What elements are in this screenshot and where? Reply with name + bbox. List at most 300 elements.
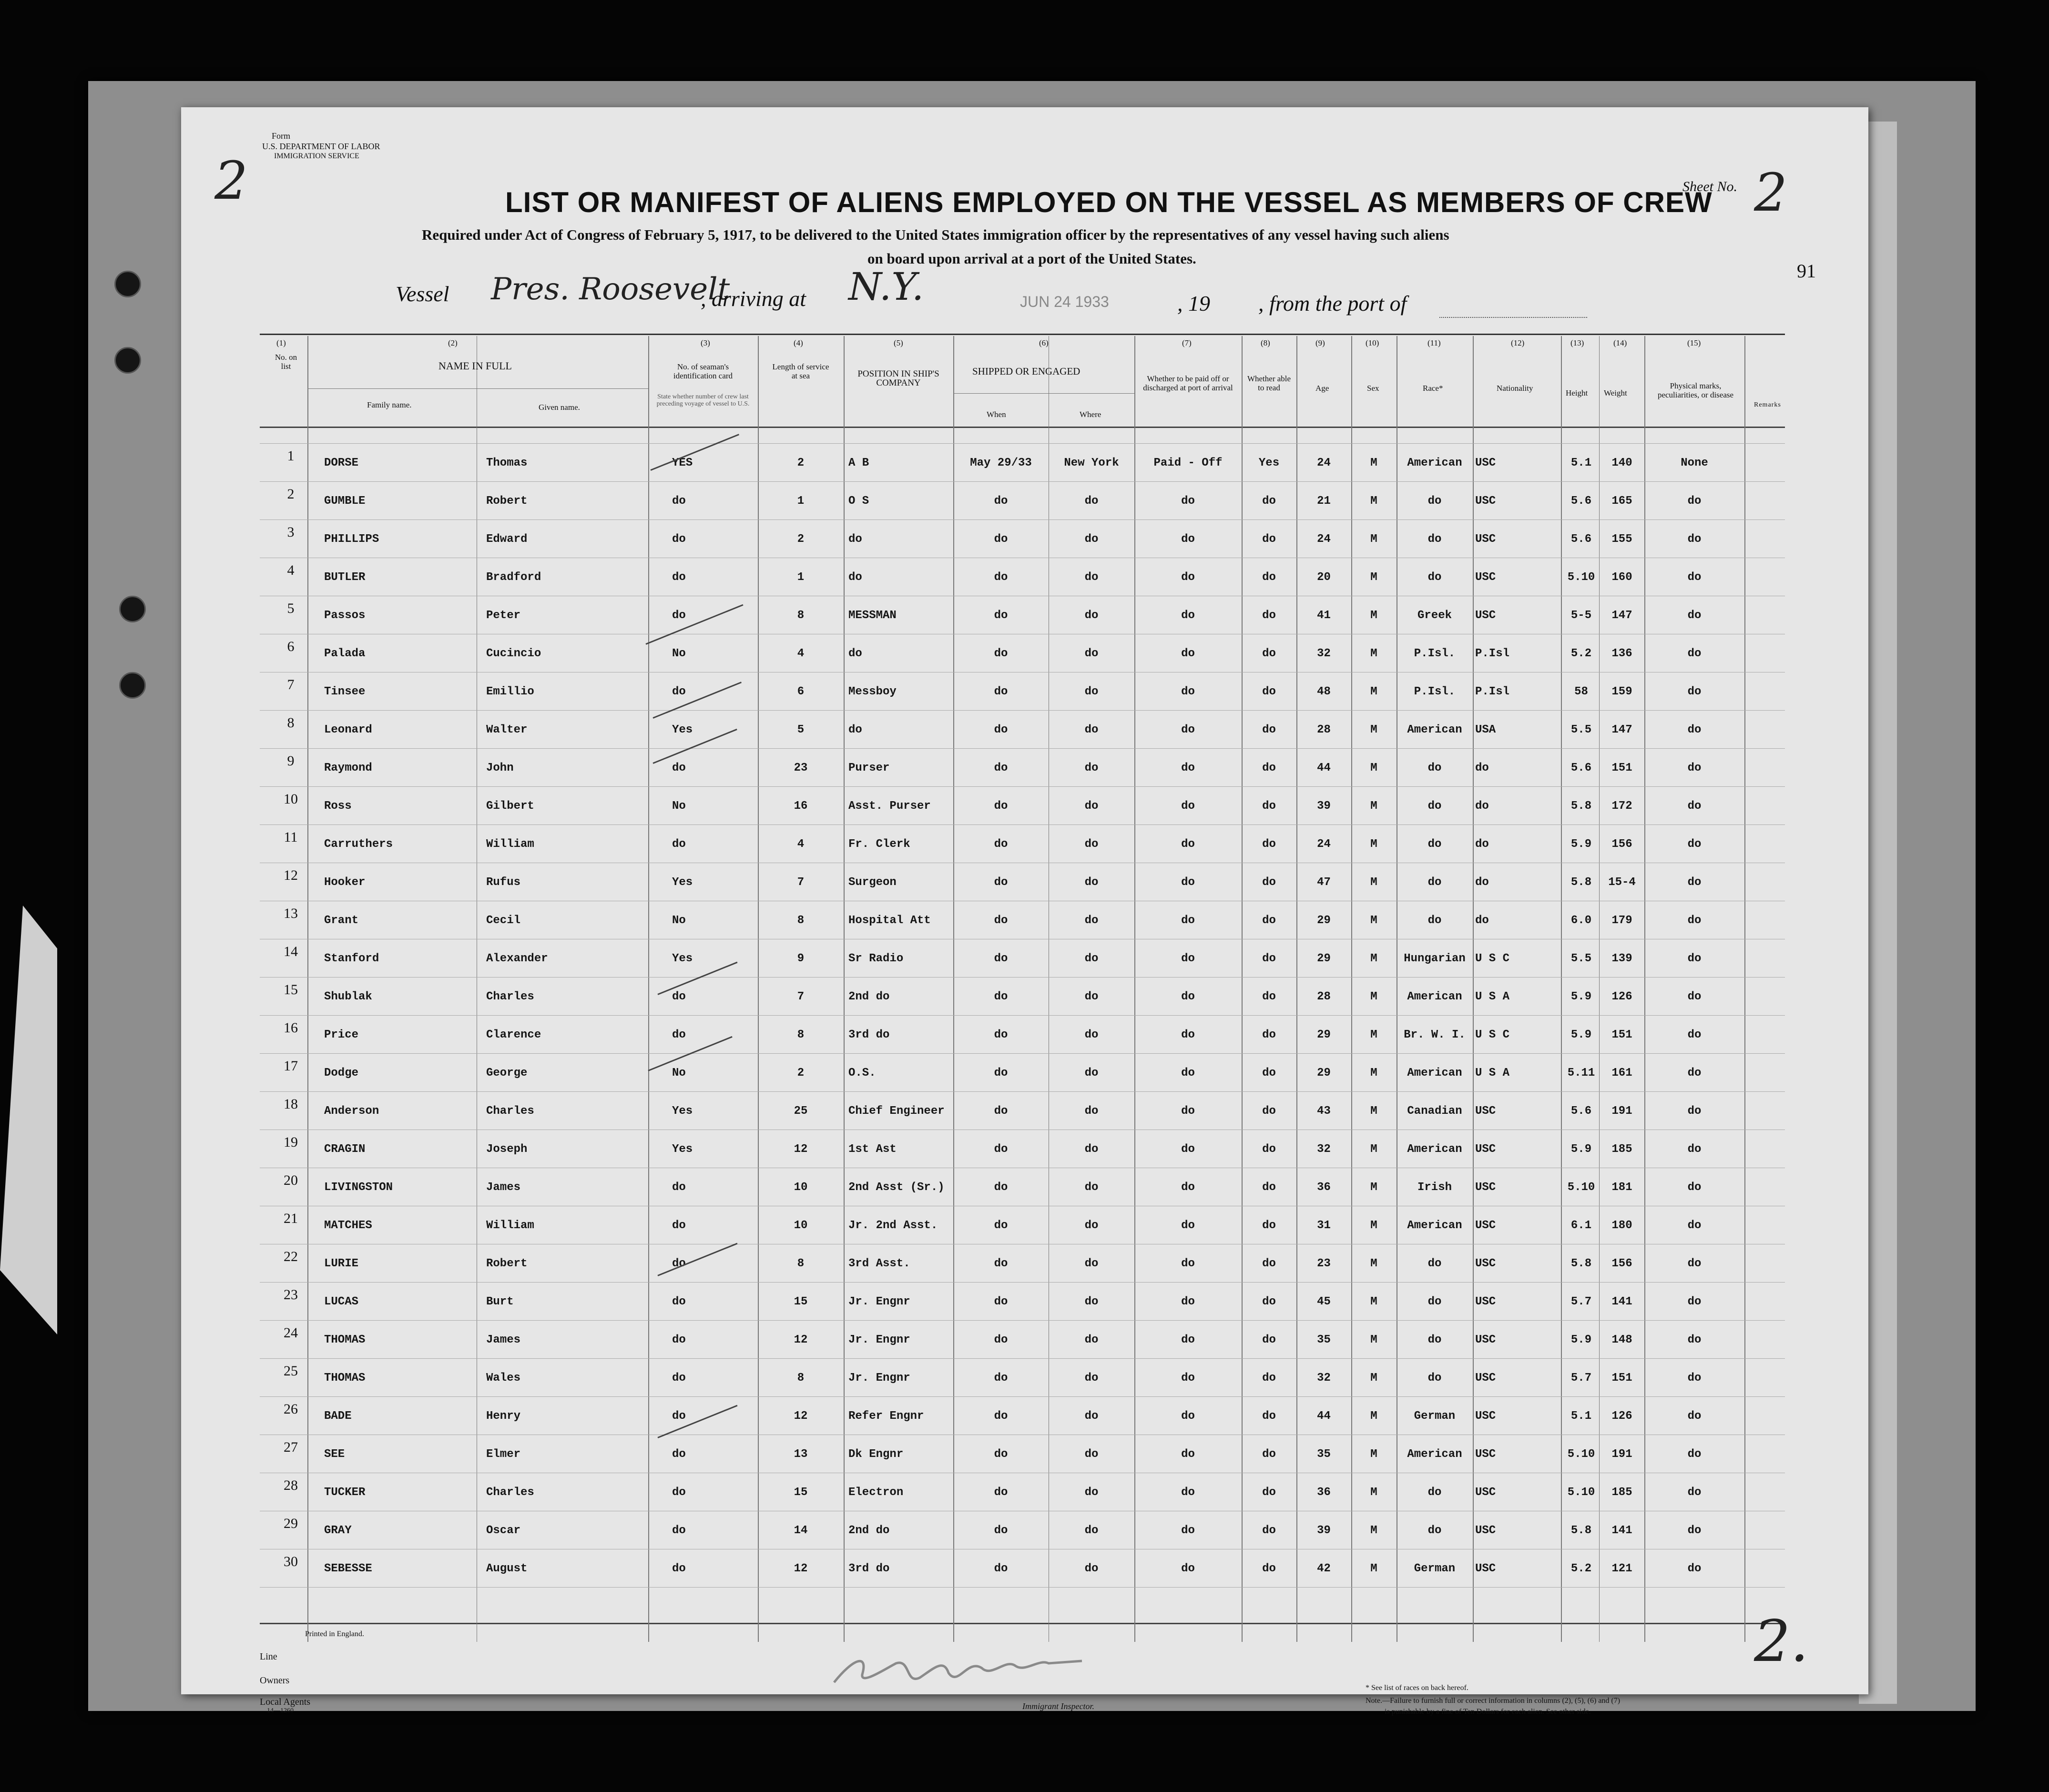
column-number: (8) <box>1261 338 1270 347</box>
shipped-where-cell: do <box>1084 685 1099 698</box>
row-number-cell: 4 <box>287 562 295 578</box>
nationality-cell: USC <box>1475 1257 1496 1270</box>
paid-off-cell: do <box>1181 1219 1195 1232</box>
shipped-when-cell: do <box>994 685 1008 698</box>
race-cell: do <box>1427 1257 1442 1270</box>
length-of-service-cell: 8 <box>797 609 805 622</box>
row-number-cell: 21 <box>284 1211 298 1226</box>
weight-cell: 151 <box>1611 1372 1632 1385</box>
weight-cell: 160 <box>1611 571 1632 584</box>
shipped-when-cell: do <box>994 762 1008 774</box>
length-of-service-cell: 25 <box>794 1105 808 1118</box>
id-card-cell: do <box>672 1448 686 1461</box>
given-name-cell: William <box>486 1219 534 1232</box>
shipped-where-cell: do <box>1084 1219 1099 1232</box>
race-cell: do <box>1427 1486 1442 1499</box>
row-number-cell: 24 <box>284 1325 298 1341</box>
race-cell: American <box>1407 1448 1462 1461</box>
able-to-read-cell: do <box>1262 1067 1276 1079</box>
paid-off-cell: do <box>1181 1105 1195 1118</box>
row-number-cell: 18 <box>284 1096 298 1112</box>
sex-cell: M <box>1370 952 1377 965</box>
sex-cell: M <box>1370 685 1377 698</box>
position-cell: Messboy <box>848 685 897 698</box>
able-to-read-cell: do <box>1262 762 1276 774</box>
nationality-cell: USC <box>1475 457 1496 469</box>
column-number: (14) <box>1613 338 1627 347</box>
row-rule <box>260 1587 1785 1588</box>
length-of-service-cell: 9 <box>797 952 805 965</box>
nationality-cell: USC <box>1475 1334 1496 1346</box>
height-cell: 5.7 <box>1570 1295 1592 1308</box>
race-cell: German <box>1414 1410 1456 1423</box>
age-cell: 48 <box>1317 685 1331 698</box>
table-bottom-border <box>260 1623 1785 1624</box>
row-rule <box>260 1282 1785 1283</box>
printed-in-note: Printed in England. <box>305 1630 364 1638</box>
height-cell: 5.1 <box>1570 1410 1592 1423</box>
position-cell: 3rd Asst. <box>848 1257 910 1270</box>
id-card-cell: Yes <box>672 1143 693 1156</box>
physical-marks-cell: do <box>1687 1372 1702 1385</box>
race-cell: Greek <box>1417 609 1452 622</box>
race-cell: American <box>1407 990 1462 1003</box>
shipped-when-cell: do <box>994 1181 1008 1194</box>
age-cell: 36 <box>1317 1486 1331 1499</box>
able-to-read-cell: do <box>1262 1486 1276 1499</box>
column-number: (7) <box>1182 338 1192 347</box>
column-number: (3) <box>701 338 710 347</box>
column-number: (11) <box>1427 338 1441 347</box>
row-number-cell: 26 <box>284 1401 298 1417</box>
race-cell: do <box>1427 533 1442 546</box>
row-number-cell: 20 <box>284 1172 298 1188</box>
nationality-cell: USC <box>1475 1562 1496 1575</box>
race-cell: do <box>1427 762 1442 774</box>
manifest-subtitle-1: Required under Act of Congress of February 5, 1917, to be delivered to the United States immigration officer by the representatives of any vessel having such aliens <box>422 226 1449 243</box>
length-of-service-cell: 15 <box>794 1295 808 1308</box>
family-name-cell: PHILLIPS <box>324 533 379 546</box>
weight-cell: 180 <box>1611 1219 1632 1232</box>
able-to-read-cell: do <box>1262 838 1276 851</box>
shipped-where-cell: do <box>1084 762 1099 774</box>
paid-off-cell: do <box>1181 914 1195 927</box>
race-cell: do <box>1427 495 1442 508</box>
shipped-when-cell: do <box>994 609 1008 622</box>
position-cell: 3rd do <box>848 1028 890 1041</box>
race-cell: do <box>1427 876 1442 889</box>
row-number-cell: 13 <box>284 906 298 921</box>
paid-off-cell: do <box>1181 571 1195 584</box>
id-card-cell: do <box>672 838 686 851</box>
given-name-cell: William <box>486 838 534 851</box>
header-where: Where <box>1080 410 1101 419</box>
height-cell: 5.9 <box>1570 990 1592 1003</box>
race-cell: do <box>1427 1295 1442 1308</box>
shipped-where-cell: do <box>1084 1524 1099 1537</box>
length-of-service-cell: 16 <box>794 800 808 813</box>
shipped-where-cell: do <box>1084 533 1099 546</box>
position-cell: A B <box>848 457 869 469</box>
able-to-read-cell: do <box>1262 914 1276 927</box>
height-cell: 5.6 <box>1570 495 1592 508</box>
height-cell: 5.8 <box>1570 1524 1592 1537</box>
header-sex: Sex <box>1367 384 1379 393</box>
line-label: Line <box>260 1651 277 1662</box>
able-to-read-cell: do <box>1262 1448 1276 1461</box>
shipped-where-cell: do <box>1084 1028 1099 1041</box>
paid-off-cell: do <box>1181 609 1195 622</box>
row-number-cell: 28 <box>284 1477 298 1493</box>
given-name-cell: Henry <box>486 1410 521 1423</box>
row-number-cell: 19 <box>284 1134 298 1150</box>
id-card-cell: No <box>672 800 686 813</box>
able-to-read-cell: do <box>1262 1143 1276 1156</box>
weight-cell: 140 <box>1611 457 1632 469</box>
shipped-when-cell: do <box>994 723 1008 736</box>
weight-cell: 165 <box>1611 495 1632 508</box>
given-name-cell: Charles <box>486 1105 534 1118</box>
family-name-cell: LUCAS <box>324 1295 359 1308</box>
physical-marks-cell: do <box>1687 1181 1702 1194</box>
date-stamp: JUN 24 1933 <box>1020 293 1109 310</box>
paid-off-cell: do <box>1181 838 1195 851</box>
column-number: (6) <box>1039 338 1049 347</box>
physical-marks-cell: do <box>1687 838 1702 851</box>
nationality-cell: USC <box>1475 609 1496 622</box>
weight-cell: 121 <box>1611 1562 1632 1575</box>
given-name-cell: James <box>486 1181 521 1194</box>
position-cell: Refer Engnr <box>848 1410 924 1423</box>
length-of-service-cell: 4 <box>797 647 805 660</box>
given-name-cell: Gilbert <box>486 800 534 813</box>
paid-off-cell: do <box>1181 952 1195 965</box>
form-number: Form <box>272 131 291 141</box>
family-name-cell: DORSE <box>324 457 359 469</box>
id-card-cell: do <box>672 533 686 546</box>
race-cell: do <box>1427 1372 1442 1385</box>
weight-cell: 156 <box>1611 1257 1632 1270</box>
given-name-cell: Clarence <box>486 1028 541 1041</box>
shipped-when-cell: do <box>994 533 1008 546</box>
sex-cell: M <box>1370 723 1377 736</box>
race-cell: P.Isl. <box>1414 685 1456 698</box>
bottom-handwritten-mark: 2. <box>1754 1609 1809 1675</box>
id-card-cell: do <box>672 762 686 774</box>
given-name-cell: Walter <box>486 723 528 736</box>
sex-cell: M <box>1370 1105 1377 1118</box>
length-of-service-cell: 15 <box>794 1486 808 1499</box>
paid-off-cell: do <box>1181 1028 1195 1041</box>
given-name-cell: Robert <box>486 495 528 508</box>
length-of-service-cell: 10 <box>794 1219 808 1232</box>
physical-marks-cell: do <box>1687 533 1702 546</box>
position-cell: MESSMAN <box>848 609 897 622</box>
age-cell: 29 <box>1317 914 1331 927</box>
nationality-cell: P.Isl <box>1475 685 1510 698</box>
age-cell: 41 <box>1317 609 1331 622</box>
position-cell: Chief Engineer <box>848 1105 945 1118</box>
sex-cell: M <box>1370 762 1377 774</box>
position-cell: O.S. <box>848 1067 876 1079</box>
given-name-cell: Bradford <box>486 571 541 584</box>
physical-marks-cell: None <box>1681 457 1708 469</box>
shipped-where-cell: do <box>1084 1143 1099 1156</box>
physical-marks-cell: do <box>1687 723 1702 736</box>
sex-cell: M <box>1370 1219 1377 1232</box>
shipped-when-cell: do <box>994 1257 1008 1270</box>
sex-cell: M <box>1370 1181 1377 1194</box>
age-cell: 35 <box>1317 1334 1331 1346</box>
sex-cell: M <box>1370 1372 1377 1385</box>
position-cell: Jr. Engnr <box>848 1372 910 1385</box>
id-card-cell: No <box>672 1067 686 1079</box>
family-name-cell: Price <box>324 1028 359 1041</box>
nationality-cell: USC <box>1475 1143 1496 1156</box>
height-cell: 5.8 <box>1570 1257 1592 1270</box>
header-position: POSITION IN SHIP'S COMPANY <box>857 369 939 388</box>
family-name-cell: GUMBLE <box>324 495 366 508</box>
position-cell: O S <box>848 495 869 508</box>
able-to-read-cell: do <box>1262 723 1276 736</box>
shipped-when-cell: do <box>994 495 1008 508</box>
row-number-cell: 10 <box>284 791 298 807</box>
penalty-note-2: is punishable by a fine of Ten Dollars for each alien. See other side. <box>1385 1708 1591 1716</box>
shipped-where-cell: do <box>1084 609 1099 622</box>
weight-cell: 191 <box>1611 1105 1632 1118</box>
given-name-cell: Edward <box>486 533 528 546</box>
id-card-cell: Yes <box>672 1105 693 1118</box>
column-divider <box>758 336 759 1642</box>
able-to-read-cell: do <box>1262 990 1276 1003</box>
position-cell: Jr. 2nd Asst. <box>848 1219 938 1232</box>
given-name-cell: John <box>486 762 514 774</box>
able-to-read-cell: do <box>1262 1219 1276 1232</box>
race-cell: do <box>1427 800 1442 813</box>
age-cell: 32 <box>1317 1372 1331 1385</box>
id-card-cell: do <box>672 1562 686 1575</box>
race-cell: Irish <box>1417 1181 1452 1194</box>
paid-off-cell: do <box>1181 647 1195 660</box>
given-name-cell: Cucincio <box>486 647 541 660</box>
header-remarks: Remarks <box>1754 401 1781 408</box>
shipped-when-cell: do <box>994 800 1008 813</box>
paid-off-cell: do <box>1181 1486 1195 1499</box>
height-cell: 5.10 <box>1567 1181 1595 1194</box>
length-of-service-cell: 7 <box>797 990 805 1003</box>
age-cell: 32 <box>1317 647 1331 660</box>
age-cell: 20 <box>1317 571 1331 584</box>
nationality-cell: do <box>1475 914 1489 927</box>
length-of-service-cell: 1 <box>797 571 805 584</box>
family-name-cell: LURIE <box>324 1257 359 1270</box>
sex-cell: M <box>1370 914 1377 927</box>
shipped-where-cell: do <box>1084 1067 1099 1079</box>
row-number-cell: 27 <box>284 1439 298 1455</box>
height-cell: 5.9 <box>1570 1028 1592 1041</box>
given-name-cell: Thomas <box>486 457 528 469</box>
loose-paper-strip <box>0 906 57 1334</box>
from-port-line <box>1439 317 1587 318</box>
paid-off-cell: do <box>1181 800 1195 813</box>
weight-cell: 147 <box>1611 609 1632 622</box>
position-cell: Asst. Purser <box>848 800 931 813</box>
row-rule <box>260 1053 1785 1054</box>
family-name-cell: LIVINGSTON <box>324 1181 393 1194</box>
shipped-when-cell: do <box>994 1372 1008 1385</box>
length-of-service-cell: 1 <box>797 495 805 508</box>
age-cell: 47 <box>1317 876 1331 889</box>
id-card-cell: do <box>672 571 686 584</box>
row-number-cell: 6 <box>287 639 295 654</box>
sex-cell: M <box>1370 1486 1377 1499</box>
shipped-when-cell: do <box>994 952 1008 965</box>
shipped-when-cell: do <box>994 1105 1008 1118</box>
able-to-read-cell: do <box>1262 800 1276 813</box>
sex-cell: M <box>1370 1067 1377 1079</box>
row-rule <box>260 519 1785 520</box>
binder-hole <box>119 672 146 699</box>
shipped-where-cell: do <box>1084 1257 1099 1270</box>
sex-cell: M <box>1370 1334 1377 1346</box>
race-cell: American <box>1407 1219 1462 1232</box>
physical-marks-cell: do <box>1687 1524 1702 1537</box>
column-number: (13) <box>1570 338 1584 347</box>
id-card-cell: do <box>672 1334 686 1346</box>
able-to-read-cell: do <box>1262 1181 1276 1194</box>
given-name-cell: James <box>486 1334 521 1346</box>
row-rule <box>260 481 1785 482</box>
family-name-cell: Tinsee <box>324 685 366 698</box>
physical-marks-cell: do <box>1687 685 1702 698</box>
vessel-label: Vessel <box>396 282 449 306</box>
given-name-cell: Cecil <box>486 914 521 927</box>
age-cell: 43 <box>1317 1105 1331 1118</box>
column-divider <box>844 336 845 1642</box>
shipped-when-cell: do <box>994 1067 1008 1079</box>
shipped-when-cell: do <box>994 990 1008 1003</box>
column-divider <box>1296 336 1297 1642</box>
age-cell: 39 <box>1317 800 1331 813</box>
column-number: (2) <box>448 338 458 347</box>
arriving-port: N.Y. <box>848 265 924 309</box>
age-cell: 29 <box>1317 1028 1331 1041</box>
column-divider <box>1473 336 1474 1642</box>
length-of-service-cell: 12 <box>794 1410 808 1423</box>
sheet-label: Sheet No. <box>1682 179 1737 194</box>
id-card-cell: No <box>672 914 686 927</box>
age-cell: 29 <box>1317 1067 1331 1079</box>
age-cell: 28 <box>1317 990 1331 1003</box>
row-number-cell: 30 <box>284 1554 298 1569</box>
sex-cell: M <box>1370 1295 1377 1308</box>
length-of-service-cell: 2 <box>797 1067 805 1079</box>
height-cell: 5.8 <box>1570 876 1592 889</box>
weight-cell: 147 <box>1611 723 1632 736</box>
race-cell: American <box>1407 723 1462 736</box>
stamp-number: 91 <box>1797 260 1816 282</box>
able-to-read-cell: do <box>1262 1524 1276 1537</box>
nationality-cell: USC <box>1475 1181 1496 1194</box>
shipped-when-cell: do <box>994 1524 1008 1537</box>
header-able-read: Whether able to read <box>1247 374 1291 392</box>
race-cell: P.Isl. <box>1414 647 1456 660</box>
sex-cell: M <box>1370 609 1377 622</box>
family-name-cell: SEBESSE <box>324 1562 372 1575</box>
length-of-service-cell: 4 <box>797 838 805 851</box>
shipped-where-cell: do <box>1084 1105 1099 1118</box>
paid-off-cell: do <box>1181 685 1195 698</box>
able-to-read-cell: do <box>1262 495 1276 508</box>
shipped-where-cell: do <box>1084 800 1099 813</box>
id-card-cell: No <box>672 647 686 660</box>
height-cell: 6.0 <box>1570 914 1592 927</box>
nationality-cell: USC <box>1475 1448 1496 1461</box>
family-name-cell: Anderson <box>324 1105 379 1118</box>
inspector-signature <box>825 1639 1091 1701</box>
height-cell: 5.5 <box>1570 952 1592 965</box>
paid-off-cell: do <box>1181 1295 1195 1308</box>
id-card-cell: do <box>672 609 686 622</box>
department-name: U.S. DEPARTMENT OF LABOR <box>262 142 380 151</box>
able-to-read-cell: do <box>1262 571 1276 584</box>
header-age: Age <box>1315 384 1329 393</box>
weight-cell: 172 <box>1611 800 1632 813</box>
sex-cell: M <box>1370 533 1377 546</box>
column-divider <box>1242 336 1243 1642</box>
header-given-name: Given name. <box>539 403 580 412</box>
paid-off-cell: do <box>1181 723 1195 736</box>
physical-marks-cell: do <box>1687 1067 1702 1079</box>
nationality-cell: do <box>1475 800 1489 813</box>
length-of-service-cell: 8 <box>797 914 805 927</box>
physical-marks-cell: do <box>1687 1219 1702 1232</box>
column-divider <box>1134 336 1135 1642</box>
given-name-cell: Emillio <box>486 685 534 698</box>
header-length-service: Length of service at sea <box>772 362 829 380</box>
race-cell: German <box>1414 1562 1456 1575</box>
nationality-cell: USC <box>1475 571 1496 584</box>
given-name-cell: August <box>486 1562 528 1575</box>
id-card-cell: Yes <box>672 952 693 965</box>
able-to-read-cell: do <box>1262 647 1276 660</box>
length-of-service-cell: 10 <box>794 1181 808 1194</box>
sex-cell: M <box>1370 1562 1377 1575</box>
height-cell: 5-5 <box>1570 609 1592 622</box>
row-number-cell: 2 <box>287 486 295 502</box>
row-number-cell: 5 <box>287 601 295 616</box>
given-name-cell: Charles <box>486 1486 534 1499</box>
height-cell: 5.2 <box>1570 1562 1592 1575</box>
physical-marks-cell: do <box>1687 1105 1702 1118</box>
weight-cell: 136 <box>1611 647 1632 660</box>
paid-off-cell: do <box>1181 1257 1195 1270</box>
position-cell: do <box>848 533 862 546</box>
family-name-cell: Grant <box>324 914 359 927</box>
row-rule <box>260 786 1785 787</box>
shipped-when-cell: do <box>994 571 1008 584</box>
physical-marks-cell: do <box>1687 952 1702 965</box>
length-of-service-cell: 8 <box>797 1028 805 1041</box>
paid-off-cell: do <box>1181 1143 1195 1156</box>
family-name-cell: Shublak <box>324 990 372 1003</box>
family-name-cell: MATCHES <box>324 1219 372 1232</box>
shipped-where-cell: do <box>1084 952 1099 965</box>
length-of-service-cell: 7 <box>797 876 805 889</box>
id-card-cell: do <box>672 1257 686 1270</box>
arriving-label: , arriving at <box>701 286 806 311</box>
header-family-name: Family name. <box>367 400 412 409</box>
